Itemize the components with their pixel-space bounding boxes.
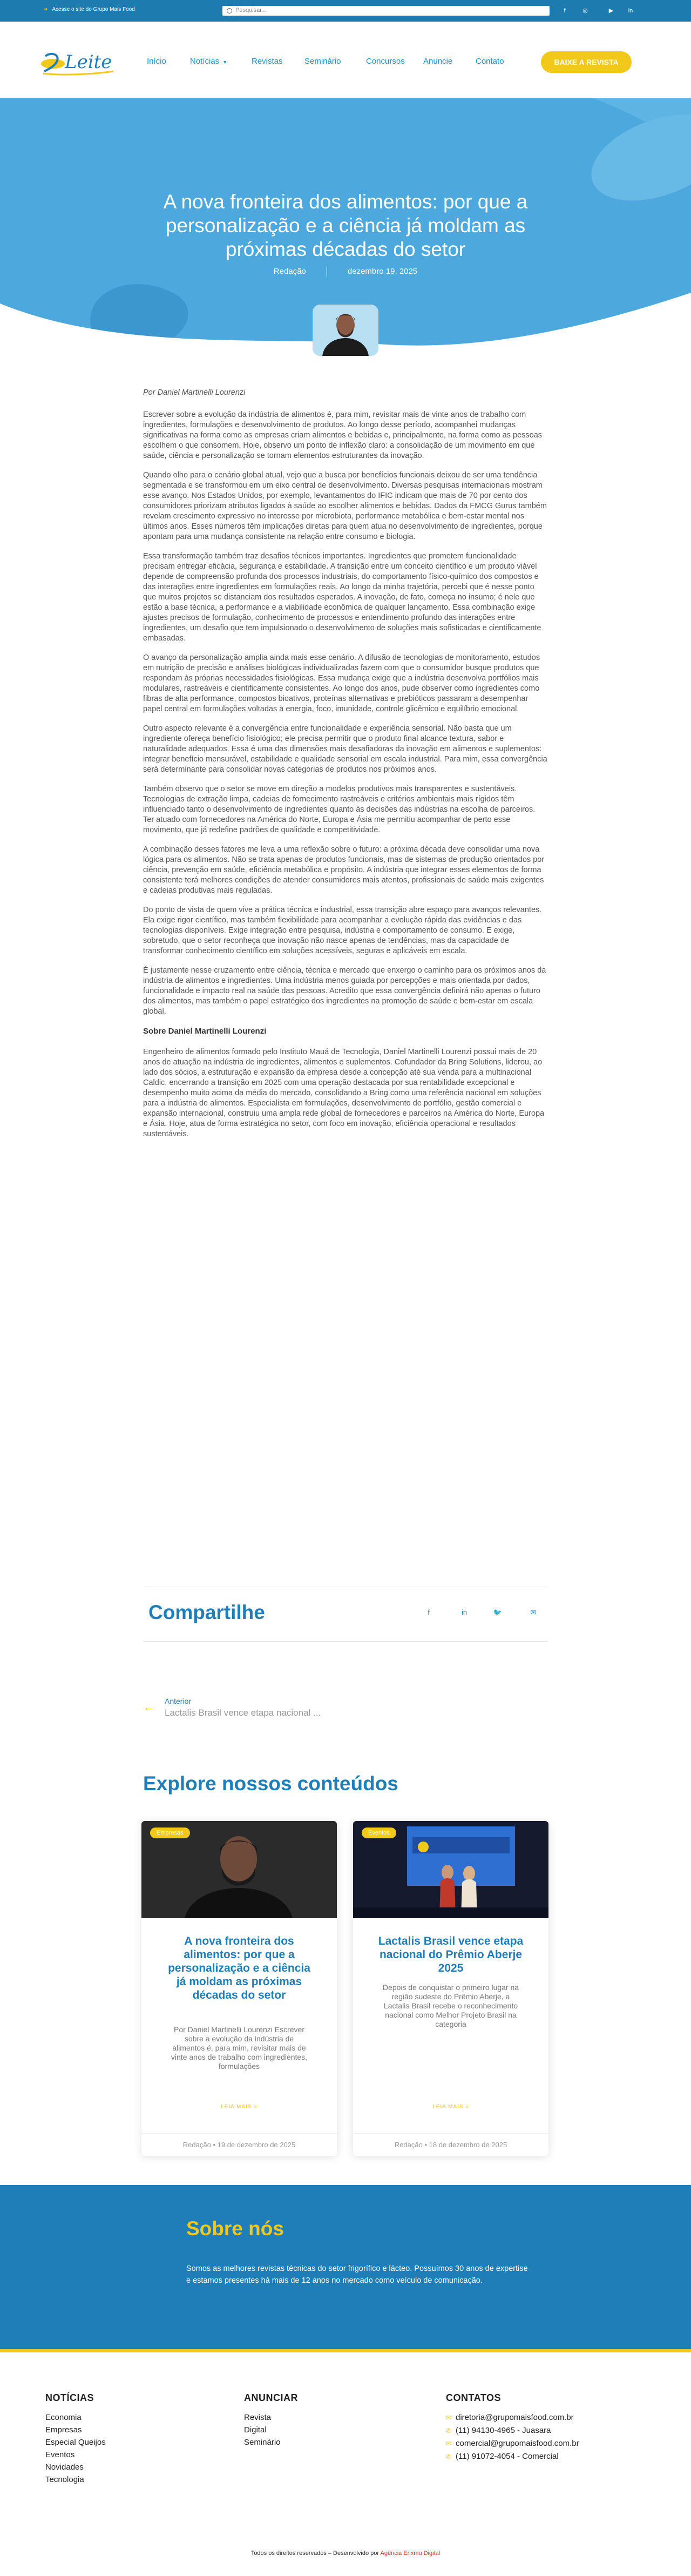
category-badge[interactable]: Empresas <box>150 1828 190 1838</box>
post-excerpt: Por Daniel Martinelli Lourenzi Escrever sobre a evolução da indústria de alimentos é, para mim, revisitar mais de vinte anos de trabalho com ingredientes, formulações <box>171 2025 308 2071</box>
copyright: Todos os direitos reservados – Desenvolvido por Agência Enxmu Digital <box>250 2550 441 2557</box>
article-paragraph: Outro aspecto relevante é a convergência entre funcionalidade e experiência sensorial. Não basta que um ingrediente ofereça benefício fisiológico; ele precisa permitir que o produto final alcance textura, sabor e naturalidade adequados. Essa é uma das dimensões mais desafiadoras da inovação em alimentos e suplementos: integrar benefício mensurável, estabilidade e qualidade sensorial em escala industrial. Para mim, essa convergência será determinante para consolidar novas categorias de produtos nos próximos anos. <box>143 724 547 774</box>
article-byline: Por Daniel Martinelli Lourenzi <box>143 388 246 397</box>
whatsapp-icon: ✆ <box>446 2453 452 2460</box>
footer-heading: ANUNCIAR <box>244 2392 298 2403</box>
article-paragraph: A combinação desses fatores me leva a uma reflexão sobre o futuro: a próxima década deve consolidar uma nova lógica para os alimentos. Não se trata apenas de produtos funcionais, mas de sistemas de produção orientados por ciência, prevenção em saúde, eficiência metabólica e propósito. A indústria que integrar esses elementos de forma consistente terá melhores condições de atender consumidores mais atentos, profissionais de saúde mais exigentes e cadeias produtivas mais reguladas. <box>143 845 545 895</box>
share-title: Compartilhe <box>148 1601 265 1623</box>
top-bar <box>0 0 691 22</box>
post-title[interactable]: Lactalis Brasil vence etapa nacional do Prêmio Aberje 2025 <box>378 1935 524 1974</box>
linkedin-icon[interactable]: in <box>628 8 633 14</box>
youtube-icon[interactable]: ▶ <box>608 8 614 14</box>
article-paragraph: Quando olho para o cenário global atual, vejo que a busca por benefícios funcionais deixou de ser uma tendência segmentada e se transformou em um eixo central de desenvolvimento. Diversas pesquisas internacionais mostram esse avanço. Nos Estados Unidos, por exemplo, levantamentos do IFIC indicam que mais de 70 por cento dos consumidores priorizam atributos ligados à saúde ao escolher alimentos e bebidas. Dados da FMCG Gurus também revelam crescimento expressivo no interesse por microbiota, performance metabólica e bem-estar mental nos últimos anos. Esses números têm implicações diretas para quem atua no desenvolvimento de ingredientes, porque apontam para uma mudança consistente na relação entre consumo e biologia. <box>143 471 547 541</box>
category-badge[interactable]: Eventos <box>362 1828 396 1838</box>
article-paragraph: Também observo que o setor se move em direção a modelos produtivos mais transparentes e sustentáveis. Tecnologias de extração limpa, cadeias de fornecimento rastreáveis e critérios ambientais mais rígidos têm influenciado tanto o desenvolvimento de ingredientes quanto às decisões das indústrias na escolha de parceiros. Ter atuado com fornecedores na América do Norte, Europa e Ásia me permitiu acompanhar de perto esse movimento, que já redefine padrões de qualidade e competitividade. <box>143 785 536 834</box>
search-input[interactable]: Pesquisar... <box>222 6 550 16</box>
article-category[interactable]: Redação <box>273 266 306 276</box>
footer-link[interactable]: Novidades <box>45 2463 84 2472</box>
author-bio-heading: Sobre Daniel Martinelli Lourenzi <box>143 1027 267 1036</box>
search-icon <box>227 8 232 14</box>
footer-heading: NOTÍCIAS <box>45 2392 94 2403</box>
previous-label: Anterior <box>165 1697 192 1705</box>
facebook-icon[interactable]: f <box>564 8 566 14</box>
article-paragraph: O avanço da personalização amplia ainda mais esse cenário. A difusão de tecnologias de monitoramento, estudos em nutrição de precisão e análises biológicas individualizadas fazem com que o consumidor busque produtos que respondam às próprias necessidades fisiológicas. Essa mudança exige que a indústria desenvolva portfólios mais modulares, rastreáveis e cientificamente consistentes. Ao longo dos anos, pude observer como ingredientes como fibras de alta performance, compostos bioativos, proteínas alternativas e prebióticos passaram a desempenhar papel central em formulações voltadas à energia, foco, imunidade, controle glicêmico e equilíbrio emocional. <box>143 653 540 713</box>
explore-heading: Explore nossos conteúdos <box>143 1772 398 1795</box>
article-paragraph: Escrever sobre a evolução da indústria de alimentos é, para mim, revisitar mais de vinte anos de trabalho com ingredientes, formulações e desenvolvimento de produtos. Ao longo desse período, acompanhei mudanças significativas na forma como as empresas criam alimentos e bebidas e, principalmente, na forma como as pessoas escolhem o que consomem. Hoje, observo um ponto de inflexão claro: a consolidação de um movimento em que saúde, ciência e personalização se tornam elementos estruturantes da inovação. <box>143 410 543 460</box>
about-section <box>0 2185 691 2352</box>
author-avatar <box>313 305 378 356</box>
agency-link[interactable]: Agência Enxmu Digital <box>380 2550 441 2557</box>
group-site-link[interactable]: ➜ Acesse o site do Grupo Mais Food <box>43 6 135 12</box>
footer-link[interactable]: Empresas <box>45 2425 82 2435</box>
article-title: A nova fronteira dos alimentos: por que a personalização e a ciência já moldam as próximas décadas do setor <box>163 191 528 260</box>
footer-advertise-column <box>244 2392 298 2449</box>
article-body <box>143 388 548 1149</box>
previous-title: Lactalis Brasil vence etapa nacional ... <box>165 1708 321 1718</box>
nav-seminario[interactable]: Seminário <box>304 57 341 66</box>
author-bio: Engenheiro de alimentos formado pelo Instituto Mauá de Tecnologia, Daniel Martinelli Lourenzi possui mais de 20 anos de atuação na indústria de ingredientes, alimentos e suplementos. Cofundador da Bring Solutions, liderou, ao lado dos sócios, a estruturação e expansão da empresa desde a concepção até sua venda para a multinacional Caldic, encerrando a transição em 2025 com uma operação destacada por sua rentabilidade excepcional e desempenho muito acima da média do mercado, consolidando a Bring como uma referência nacional em soluções para a indústria de alimentos. Especialista em formulações, desenvolvimento de portfólio, gestão comercial e expansão internacional, construiu uma ampla rede global de fornecedores e parceiros na América do Norte, Europa e Ásia. Hoje, atua de forma estratégica no setor, com foco em inovação, eficiência operacional e resultados sustentáveis. <box>143 1048 545 1138</box>
post-card[interactable] <box>353 1821 548 2156</box>
nav-noticias[interactable]: Notícias ▼ <box>190 57 228 66</box>
read-more-link[interactable]: LEIA MAIS » <box>432 2104 469 2110</box>
post-meta: Redação • 19 de dezembro de 2025 <box>141 2133 337 2156</box>
nav-revistas[interactable]: Revistas <box>252 57 283 66</box>
footer-link[interactable]: Seminário <box>244 2438 281 2447</box>
footer-heading: CONTATOS <box>446 2392 501 2403</box>
footer-contacts-column <box>446 2392 579 2463</box>
author-portrait <box>313 305 378 356</box>
about-title: Sobre nós <box>186 2217 284 2240</box>
footer-link[interactable]: Economia <box>45 2413 82 2422</box>
footer-contact[interactable]: ✆ (11) 94130-4965 - Juasara <box>446 2424 579 2437</box>
twitter-icon[interactable]: 🐦 <box>493 1608 503 1616</box>
footer-link[interactable]: Revista <box>244 2413 272 2422</box>
download-magazine-button[interactable]: BAIXE A REVISTA <box>541 51 632 73</box>
email-icon: ✉ <box>446 2414 452 2422</box>
nav-anuncie[interactable]: Anuncie <box>423 57 453 66</box>
facebook-icon[interactable]: f <box>428 1608 430 1616</box>
logo-mark <box>38 48 119 78</box>
footer-link[interactable]: Tecnologia <box>45 2475 84 2484</box>
article-meta <box>0 266 691 278</box>
footer-news-column <box>45 2392 106 2486</box>
nav-concursos[interactable]: Concursos <box>366 57 405 66</box>
article-paragraph: Do ponto de vista de quem vive a prática técnica e industrial, essa transição abre espaço para avanços relevantes. Ela exige rigor científico, mas também flexibilidade para acompanhar a evolução rápida das evidências e das tecnologias disponíveis. Exige integração entre pesquisa, indústria e comportamento de consumo. E exige, sobretudo, que o setor reconheça que inovação não nasce apenas de tendências, mas da capacidade de transformar conhecimento científico em soluções acessíveis, seguras e aplicáveis em escala. <box>143 906 542 955</box>
linkedin-icon[interactable]: in <box>461 1608 468 1616</box>
footer-link[interactable]: Digital <box>244 2425 267 2435</box>
article-paragraph: É justamente nesse cruzamento entre ciência, técnica e mercado que enxergo o caminho para os próximos anos da indústria de alimentos e ingredientes. Uma indústria menos guiada por percepções e mais orientada por dados, funcionalidade e impacto real na saúde das pessoas. Acredito que essa convergência definirá não apenas o futuro dos alimentos, mas também o papel estratégico dos ingredientes na promoção de saúde e bem-estar em escala global. <box>143 966 546 1016</box>
svg-text:Leite: Leite <box>65 51 112 73</box>
instagram-icon[interactable]: ◎ <box>582 8 588 14</box>
post-title[interactable]: A nova fronteira dos alimentos: por que a personalização e a ciência já moldam as próximas décadas do setor <box>168 1935 310 2001</box>
email-icon: ✉ <box>446 2440 452 2447</box>
nav-inicio[interactable]: Início <box>147 57 166 66</box>
share-section <box>143 1587 548 1642</box>
footer-contact[interactable]: ✆ (11) 91072-4054 - Comercial <box>446 2450 579 2463</box>
footer-contact[interactable]: ✉ diretoria@grupomaisfood.com.br <box>446 2411 579 2424</box>
read-more-link[interactable]: LEIA MAIS » <box>221 2104 258 2110</box>
email-icon[interactable]: ✉ <box>530 1608 537 1616</box>
about-text: Somos as melhores revistas técnicas do setor frigorífico e lácteo. Possuímos 30 anos de expertise e estamos presentes há mais de 12 anos no mercado como veículo de comunicação. <box>186 2264 528 2285</box>
whatsapp-icon: ✆ <box>446 2427 452 2435</box>
post-card[interactable] <box>141 1821 337 2156</box>
footer-contact[interactable]: ✉ comercial@grupomaisfood.com.br <box>446 2437 579 2450</box>
footer-link[interactable]: Eventos <box>45 2450 75 2459</box>
post-excerpt: Depois de conquistar o primeiro lugar na região sudeste do Prêmio Aberje, a Lactalis Brasil recebe o reconhecimento nacional como Melhor Projeto Brasil na categoria <box>382 1983 519 2028</box>
article-date: dezembro 19, 2025 <box>347 266 418 276</box>
site-logo[interactable] <box>38 48 119 78</box>
site-footer <box>0 2356 691 2576</box>
site-header <box>0 22 691 98</box>
post-meta: Redação • 18 de dezembro de 2025 <box>353 2133 548 2156</box>
nav-contato[interactable]: Contato <box>476 57 504 66</box>
article-paragraph: Essa transformação também traz desafios técnicos importantes. Ingredientes que prometem funcionalidade precisam entregar eficácia, segurança e estabilidade. A transição entre um conceito científico e um produto viável depende de compreensão profunda dos processos industriais, do comportamento físico-químico dos compostos e das interações entre ingredientes em formulações reais. Ao longo da minha trajetória, percebi que é nesse ponto que muitos projetos se distanciam dos resultados esperados. A inovação, de fato, começa no insumo; é nele que estão a base técnica, a performance e a viabilidade econômica de qualquer lançamento. Essa combinação exige ajustes precisos de formulação, conhecimento de processos e entendimento profundo das interações entre ingredientes, um desafio que tem impulsionado o desenvolvimento de soluções mais sofisticadas e cientificamente embasadas. <box>143 552 541 643</box>
chevron-down-icon: ▼ <box>222 59 228 65</box>
arrow-left-icon: ← <box>143 1700 155 1714</box>
arrow-icon: ➜ <box>43 6 48 12</box>
footer-link[interactable]: Especial Queijos <box>45 2438 106 2447</box>
